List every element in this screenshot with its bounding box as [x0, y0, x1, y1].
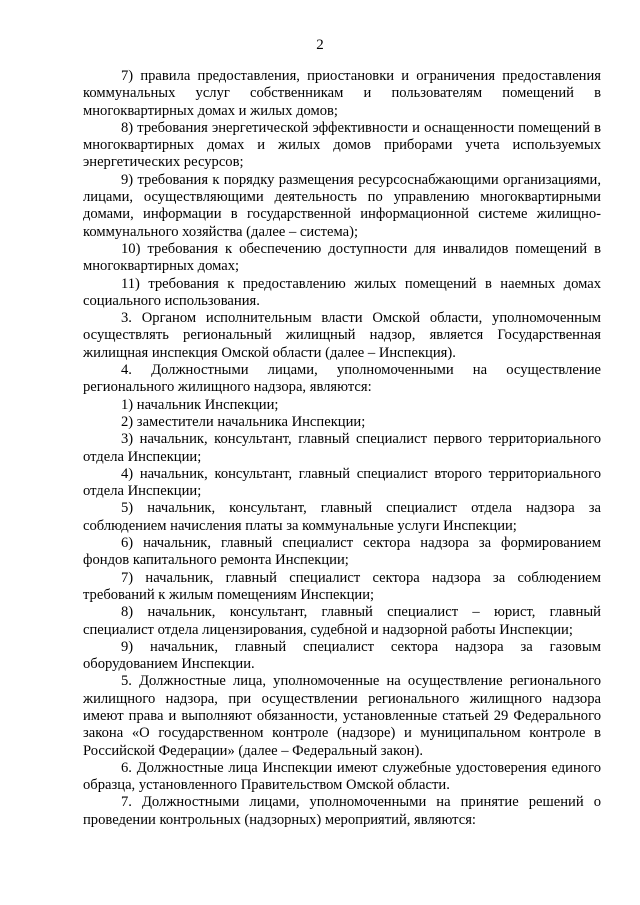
paragraph: 1) начальник Инспекции;: [121, 396, 279, 413]
paragraph: 7) начальник, главный специалист сектора надзора за соблюдением требований к жилым помещениям Инспекции;: [83, 569, 601, 603]
paragraph: 6) начальник, главный специалист сектора надзора за формированием фондов капитального ремонта Инспекции;: [83, 535, 601, 569]
paragraph: 9) требования к порядку размещения ресурсоснабжающими организациями, лицами, осуществляющими деятельность по управлению многоквартирными домами, информации в государственной информационной системе жилищно-коммунального хозяйства (далее – система);: [83, 171, 601, 240]
paragraph: 4. Должностными лицами, уполномоченными на осуществление регионального жилищного надзора, являются:: [83, 362, 601, 396]
paragraph: 11) требования к предоставлению жилых помещений в наемных домах социального использования.: [83, 275, 601, 309]
paragraph: 8) начальник, консультант, главный специалист – юрист, главный специалист отдела лицензирования, судебной и надзорной работы Инспекции;: [83, 604, 601, 638]
paragraph: 5. Должностные лица, уполномоченные на осуществление регионального жилищного надзора, при осуществлении регионального жилищного надзора имеют права и выполняют обязанности, установленные статьей 29 Федерального закона «О государственном контроле (надзоре) и муниципальном контроле в Российской Федерации» (далее – Федеральный закон).: [83, 673, 601, 759]
paragraph: 2) заместители начальника Инспекции;: [121, 413, 366, 430]
paragraph: 9) начальник, главный специалист сектора надзора за газовым оборудованием Инспекции.: [83, 638, 601, 673]
paragraph: 4) начальник, консультант, главный специалист второго территориального отдела Инспекции;: [83, 465, 601, 500]
paragraph: 8) требования энергетической эффективности и оснащенности помещений в многоквартирных домах и жилых домов приборами учета используемых энергетических ресурсов;: [83, 119, 601, 171]
document-body: [83, 68, 601, 829]
paragraph: 3) начальник, консультант, главный специалист первого территориального отдела Инспекции;: [83, 431, 601, 465]
page-number: 2: [316, 37, 324, 53]
paragraph: 7. Должностными лицами, уполномоченными на принятие решений о проведении контрольных (надзорных) мероприятий, являются:: [83, 794, 601, 828]
paragraph: 3. Органом исполнительным власти Омской области, уполномоченным осуществлять региональный жилищный надзор, является Государственная жилищная инспекция Омской области (далее – Инспекция).: [83, 310, 601, 361]
paragraph: 10) требования к обеспечению доступности для инвалидов помещений в многоквартирных домах;: [83, 240, 601, 275]
paragraph: 5) начальник, консультант, главный специалист отдела надзора за соблюдением начисления платы за коммунальные услуги Инспекции;: [83, 500, 601, 534]
paragraph: 6. Должностные лица Инспекции имеют служебные удостоверения единого образца, установленного Правительством Омской области.: [83, 759, 601, 794]
paragraph: 7) правила предоставления, приостановки и ограничения предоставления коммунальных услуг собственникам и пользователям помещений в многоквартирных домах и жилых домов;: [83, 68, 601, 119]
